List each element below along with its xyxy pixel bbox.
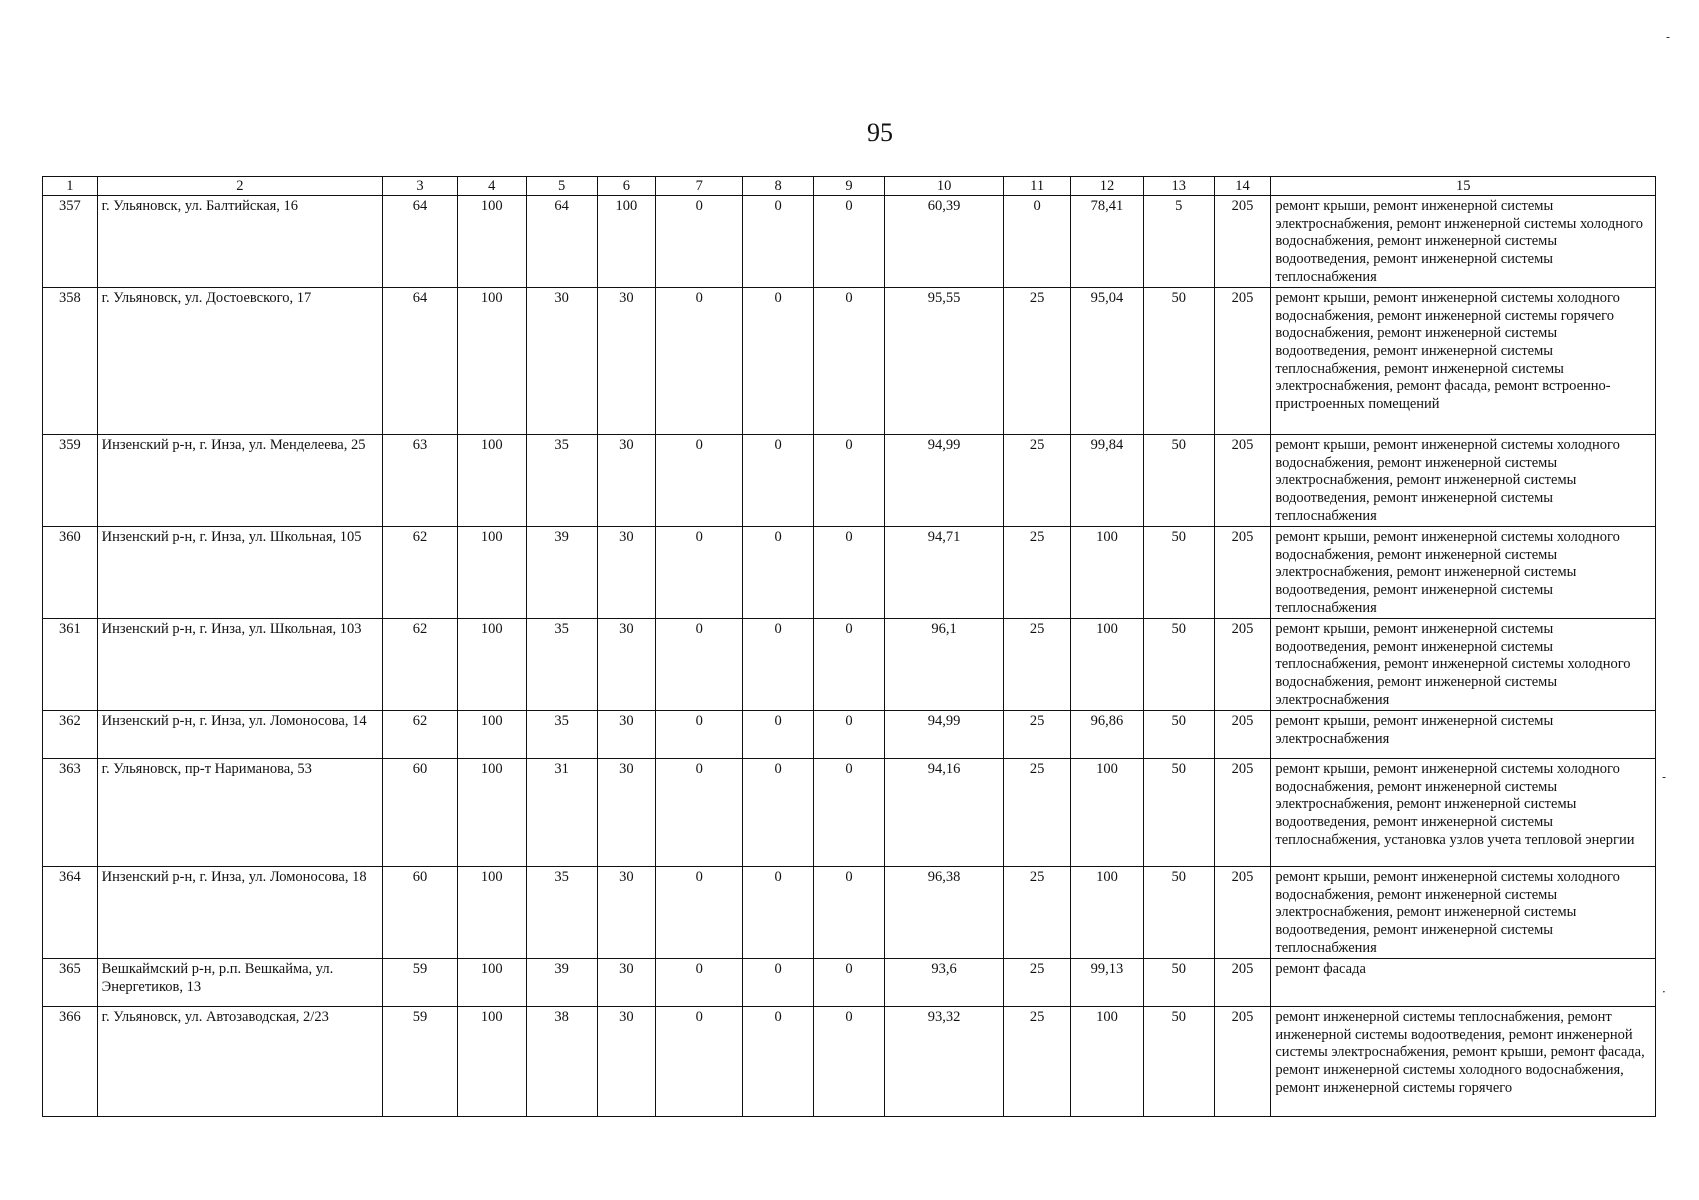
value-cell: 100 [1071,867,1144,959]
value-cell: 25 [1004,1007,1071,1117]
value-cell: 100 [1071,759,1144,867]
works-cell: ремонт крыши, ремонт инженерной системы водоотведения, ремонт инженерной системы теплоснабжения, ремонт инженерной системы холодного водоснабжения, ремонт инженерной системы электроснабжения [1271,619,1656,711]
works-cell: ремонт крыши, ремонт инженерной системы холодного водоснабжения, ремонт инженерной системы электроснабжения, ремонт инженерной системы водоотведения, ремонт инженерной системы теплоснабжения [1271,867,1656,959]
value-cell: 0 [814,959,885,1007]
scan-mark: - [1662,770,1667,784]
value-cell: 0 [743,867,814,959]
value-cell: 0 [656,435,743,527]
value-cell: 64 [383,196,458,288]
value-cell: 25 [1004,527,1071,619]
works-cell: ремонт крыши, ремонт инженерной системы электроснабжения, ремонт инженерной системы холодного водоснабжения, ремонт инженерной системы водоотведения, ремонт инженерной системы теплоснабжения [1271,196,1656,288]
value-cell: 0 [743,527,814,619]
value-cell: 25 [1004,288,1071,435]
page-number: 95 [867,118,893,147]
value-cell: 50 [1143,527,1214,619]
value-cell: 100 [457,527,526,619]
address-cell: Инзенский р-н, г. Инза, ул. Менделеева, 25 [97,435,382,527]
table-row [43,759,1656,867]
value-cell: 60 [383,759,458,867]
value-cell: 100 [1071,619,1144,711]
value-cell: 205 [1214,711,1271,759]
value-cell: 25 [1004,759,1071,867]
value-cell: 205 [1214,1007,1271,1117]
works-cell: ремонт крыши, ремонт инженерной системы холодного водоснабжения, ремонт инженерной системы электроснабжения, ремонт инженерной системы водоотведения, ремонт инженерной системы теплоснабжения [1271,435,1656,527]
table-row [43,619,1656,711]
row-number-cell: 359 [43,435,98,527]
row-number-cell: 366 [43,1007,98,1117]
value-cell: 0 [814,1007,885,1117]
address-cell: Инзенский р-н, г. Инза, ул. Школьная, 103 [97,619,382,711]
col-header: 5 [526,177,597,196]
value-cell: 100 [457,1007,526,1117]
value-cell: 0 [743,196,814,288]
value-cell: 50 [1143,959,1214,1007]
value-cell: 30 [526,288,597,435]
address-cell: г. Ульяновск, ул. Балтийская, 16 [97,196,382,288]
col-header: 14 [1214,177,1271,196]
value-cell: 96,1 [884,619,1003,711]
value-cell: 0 [656,527,743,619]
value-cell: 0 [814,867,885,959]
col-header: 11 [1004,177,1071,196]
repair-registry-table [42,176,1656,1117]
value-cell: 39 [526,527,597,619]
value-cell: 0 [814,759,885,867]
value-cell: 100 [597,196,656,288]
row-number-cell: 357 [43,196,98,288]
scan-mark: - [1666,30,1671,44]
value-cell: 100 [1071,1007,1144,1117]
value-cell: 50 [1143,759,1214,867]
value-cell: 64 [526,196,597,288]
value-cell: 0 [656,959,743,1007]
table-row [43,288,1656,435]
value-cell: 0 [743,959,814,1007]
value-cell: 0 [656,196,743,288]
address-cell: г. Ульяновск, ул. Достоевского, 17 [97,288,382,435]
value-cell: 60 [383,867,458,959]
table-row [43,959,1656,1007]
value-cell: 0 [743,619,814,711]
address-cell: Инзенский р-н, г. Инза, ул. Школьная, 105 [97,527,382,619]
row-number-cell: 363 [43,759,98,867]
col-header: 8 [743,177,814,196]
table-row [43,435,1656,527]
value-cell: 25 [1004,711,1071,759]
col-header: 3 [383,177,458,196]
row-number-cell: 360 [43,527,98,619]
value-cell: 95,04 [1071,288,1144,435]
value-cell: 30 [597,527,656,619]
value-cell: 30 [597,1007,656,1117]
works-cell: ремонт крыши, ремонт инженерной системы холодного водоснабжения, ремонт инженерной системы электроснабжения, ремонт инженерной системы водоотведения, ремонт инженерной системы теплоснабжения [1271,527,1656,619]
value-cell: 78,41 [1071,196,1144,288]
value-cell: 205 [1214,867,1271,959]
value-cell: 38 [526,1007,597,1117]
value-cell: 100 [457,711,526,759]
value-cell: 96,86 [1071,711,1144,759]
table-row [43,867,1656,959]
value-cell: 50 [1143,288,1214,435]
value-cell: 50 [1143,1007,1214,1117]
row-number-cell: 364 [43,867,98,959]
table-row [43,527,1656,619]
value-cell: 0 [814,288,885,435]
value-cell: 0 [743,711,814,759]
value-cell: 94,99 [884,435,1003,527]
value-cell: 35 [526,867,597,959]
col-header: 4 [457,177,526,196]
value-cell: 100 [457,288,526,435]
value-cell: 205 [1214,435,1271,527]
value-cell: 25 [1004,867,1071,959]
value-cell: 30 [597,759,656,867]
value-cell: 35 [526,435,597,527]
value-cell: 59 [383,959,458,1007]
value-cell: 30 [597,867,656,959]
col-header: 1 [43,177,98,196]
value-cell: 100 [1071,527,1144,619]
value-cell: 64 [383,288,458,435]
value-cell: 39 [526,959,597,1007]
value-cell: 205 [1214,619,1271,711]
table-row [43,711,1656,759]
works-cell: ремонт фасада [1271,959,1656,1007]
value-cell: 95,55 [884,288,1003,435]
value-cell: 35 [526,711,597,759]
value-cell: 205 [1214,196,1271,288]
works-cell: ремонт крыши, ремонт инженерной системы холодного водоснабжения, ремонт инженерной системы электроснабжения, ремонт инженерной системы водоотведения, ремонт инженерной системы теплоснабжения, установка узлов учета тепловой энергии [1271,759,1656,867]
value-cell: 205 [1214,759,1271,867]
value-cell: 93,6 [884,959,1003,1007]
value-cell: 62 [383,619,458,711]
col-header: 12 [1071,177,1144,196]
col-header: 13 [1143,177,1214,196]
table-row [43,1007,1656,1117]
value-cell: 100 [457,196,526,288]
value-cell: 0 [814,435,885,527]
col-header: 2 [97,177,382,196]
value-cell: 0 [743,435,814,527]
value-cell: 0 [656,1007,743,1117]
value-cell: 50 [1143,867,1214,959]
value-cell: 30 [597,619,656,711]
works-cell: ремонт крыши, ремонт инженерной системы электроснабжения [1271,711,1656,759]
address-cell: Инзенский р-н, г. Инза, ул. Ломоносова, 14 [97,711,382,759]
value-cell: 99,13 [1071,959,1144,1007]
works-cell: ремонт крыши, ремонт инженерной системы холодного водоснабжения, ремонт инженерной системы горячего водоснабжения, ремонт инженерной системы водоотведения, ремонт инженерной системы теплоснабжения, ремонт инженерной системы электроснабжения, ремонт фасада, ремонт встроенно-пристроенных помещений [1271,288,1656,435]
value-cell: 205 [1214,527,1271,619]
scan-mark: · [1662,985,1666,999]
value-cell: 60,39 [884,196,1003,288]
value-cell: 94,71 [884,527,1003,619]
column-number-row [43,177,1656,196]
value-cell: 0 [743,288,814,435]
address-cell: Вешкаймский р-н, р.п. Вешкайма, ул. Энергетиков, 13 [97,959,382,1007]
value-cell: 0 [656,711,743,759]
value-cell: 63 [383,435,458,527]
value-cell: 100 [457,619,526,711]
row-number-cell: 358 [43,288,98,435]
value-cell: 25 [1004,435,1071,527]
row-number-cell: 365 [43,959,98,1007]
value-cell: 100 [457,435,526,527]
value-cell: 100 [457,759,526,867]
value-cell: 30 [597,435,656,527]
value-cell: 0 [814,527,885,619]
value-cell: 205 [1214,288,1271,435]
value-cell: 96,38 [884,867,1003,959]
address-cell: Инзенский р-н, г. Инза, ул. Ломоносова, 18 [97,867,382,959]
value-cell: 0 [743,1007,814,1117]
value-cell: 31 [526,759,597,867]
value-cell: 50 [1143,711,1214,759]
value-cell: 62 [383,711,458,759]
value-cell: 99,84 [1071,435,1144,527]
table-row [43,196,1656,288]
value-cell: 0 [743,759,814,867]
value-cell: 93,32 [884,1007,1003,1117]
col-header: 6 [597,177,656,196]
value-cell: 0 [814,196,885,288]
value-cell: 0 [814,619,885,711]
value-cell: 30 [597,959,656,1007]
value-cell: 62 [383,527,458,619]
value-cell: 0 [656,759,743,867]
row-number-cell: 361 [43,619,98,711]
value-cell: 205 [1214,959,1271,1007]
value-cell: 50 [1143,435,1214,527]
address-cell: г. Ульяновск, ул. Автозаводская, 2/23 [97,1007,382,1117]
value-cell: 94,99 [884,711,1003,759]
row-number-cell: 362 [43,711,98,759]
value-cell: 94,16 [884,759,1003,867]
address-cell: г. Ульяновск, пр-т Нариманова, 53 [97,759,382,867]
value-cell: 0 [1004,196,1071,288]
col-header: 10 [884,177,1003,196]
col-header: 9 [814,177,885,196]
value-cell: 0 [656,288,743,435]
value-cell: 30 [597,711,656,759]
value-cell: 25 [1004,619,1071,711]
value-cell: 50 [1143,619,1214,711]
value-cell: 25 [1004,959,1071,1007]
value-cell: 30 [597,288,656,435]
works-cell: ремонт инженерной системы теплоснабжения, ремонт инженерной системы водоотведения, ремонт инженерной системы электроснабжения, ремонт крыши, ремонт фасада, ремонт инженерной системы холодного водоснабжения, ремонт инженерной системы горячего [1271,1007,1656,1117]
value-cell: 0 [656,619,743,711]
col-header: 15 [1271,177,1656,196]
value-cell: 0 [814,711,885,759]
value-cell: 59 [383,1007,458,1117]
value-cell: 100 [457,867,526,959]
value-cell: 5 [1143,196,1214,288]
col-header: 7 [656,177,743,196]
value-cell: 0 [656,867,743,959]
value-cell: 35 [526,619,597,711]
value-cell: 100 [457,959,526,1007]
